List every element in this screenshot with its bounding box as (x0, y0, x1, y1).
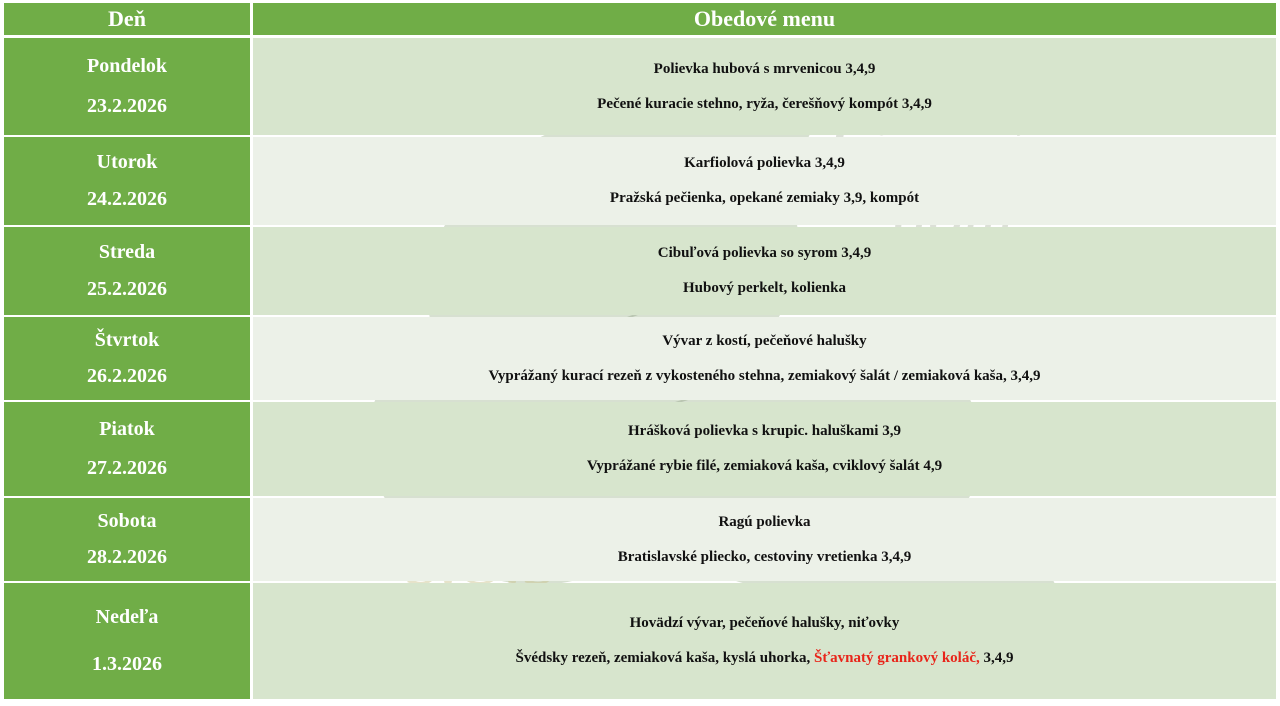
menu-row-saturday (4, 498, 1276, 581)
soup-item: Karfiolová polievka 3,4,9 (684, 155, 845, 171)
allergens-text: 3,4,9 (979, 650, 1014, 666)
soup-item: Cibuľová polievka so syrom 3,4,9 (657, 245, 872, 261)
day-name: Piatok (99, 418, 155, 440)
day-cell (4, 317, 250, 400)
soup-item: Hrášková polievka s krupic. haluškami 3,9 (628, 423, 901, 439)
main-dish-item: Vyprážané rybie filé, zemiaková kaša, cviklový šalát 4,9 (586, 458, 943, 474)
day-cell (4, 498, 250, 581)
day-date: 26.2.2026 (87, 364, 167, 387)
main-dish-item: Vyprážaný kurací rezeň z vykosteného stehna, zemiakový šalát / zemiaková kaša, 3,4,9 (488, 367, 1041, 384)
day-cell (4, 402, 250, 496)
menu-cell (253, 498, 1276, 581)
day-date: 1.3.2026 (92, 652, 162, 675)
menu-cell (253, 583, 1276, 699)
day-date: 25.2.2026 (87, 278, 167, 300)
day-cell (4, 227, 250, 315)
day-cell (4, 38, 250, 135)
day-column-header: Deň (4, 3, 250, 35)
menu-cell (253, 317, 1276, 400)
main-dish-item: Pečené kuracie stehno, ryža, čerešňový kompót 3,4,9 (597, 95, 932, 112)
menu-cell (253, 38, 1276, 135)
soup-item: Hovädzí vývar, pečeňové halušky, niťovky (629, 615, 900, 631)
menu-column-header: Obedové menu (253, 3, 1276, 35)
day-date: 27.2.2026 (87, 457, 167, 479)
day-name: Pondelok (86, 55, 168, 77)
day-name: Streda (98, 241, 156, 263)
soup-item: Vývar z kostí, pečeňové halušky (662, 332, 867, 349)
day-cell (4, 137, 250, 225)
dessert-highlight: Šťavnatý grankový koláč, (814, 650, 980, 666)
day-date: 24.2.2026 (87, 188, 167, 210)
soup-item: Ragú polievka (718, 513, 811, 530)
main-dish-item: Pražská pečienka, opekané zemiaky 3,9, kompót (609, 190, 920, 206)
menu-row-tuesday (4, 137, 1276, 225)
menu-row-friday (4, 402, 1276, 496)
day-date: 23.2.2026 (87, 95, 167, 117)
menu-row-sunday (4, 583, 1276, 699)
day-name: Utorok (96, 151, 158, 173)
menu-cell (253, 137, 1276, 225)
menu-cell (253, 402, 1276, 496)
menu-cell (253, 227, 1276, 315)
soup-item: Polievka hubová s mrvenicou 3,4,9 (653, 60, 876, 77)
day-cell (4, 583, 250, 699)
day-date: 28.2.2026 (87, 545, 167, 568)
menu-row-wednesday (4, 227, 1276, 315)
table-header (4, 3, 1276, 35)
main-dish-text: Švédsky rezeň, zemiaková kaša, kyslá uhorka, (515, 650, 814, 666)
main-dish-item: Bratislavské pliecko, cestoviny vretienka 3,4,9 (617, 548, 912, 565)
lunch-menu-table (4, 3, 1276, 699)
day-name: Sobota (97, 510, 157, 533)
main-dish-item (515, 650, 1013, 667)
menu-row-monday (4, 38, 1276, 135)
menu-row-thursday (4, 317, 1276, 400)
main-dish-item: Hubový perkelt, kolienka (683, 280, 846, 296)
day-name: Štvrtok (94, 329, 160, 352)
day-name: Nedeľa (95, 606, 159, 629)
